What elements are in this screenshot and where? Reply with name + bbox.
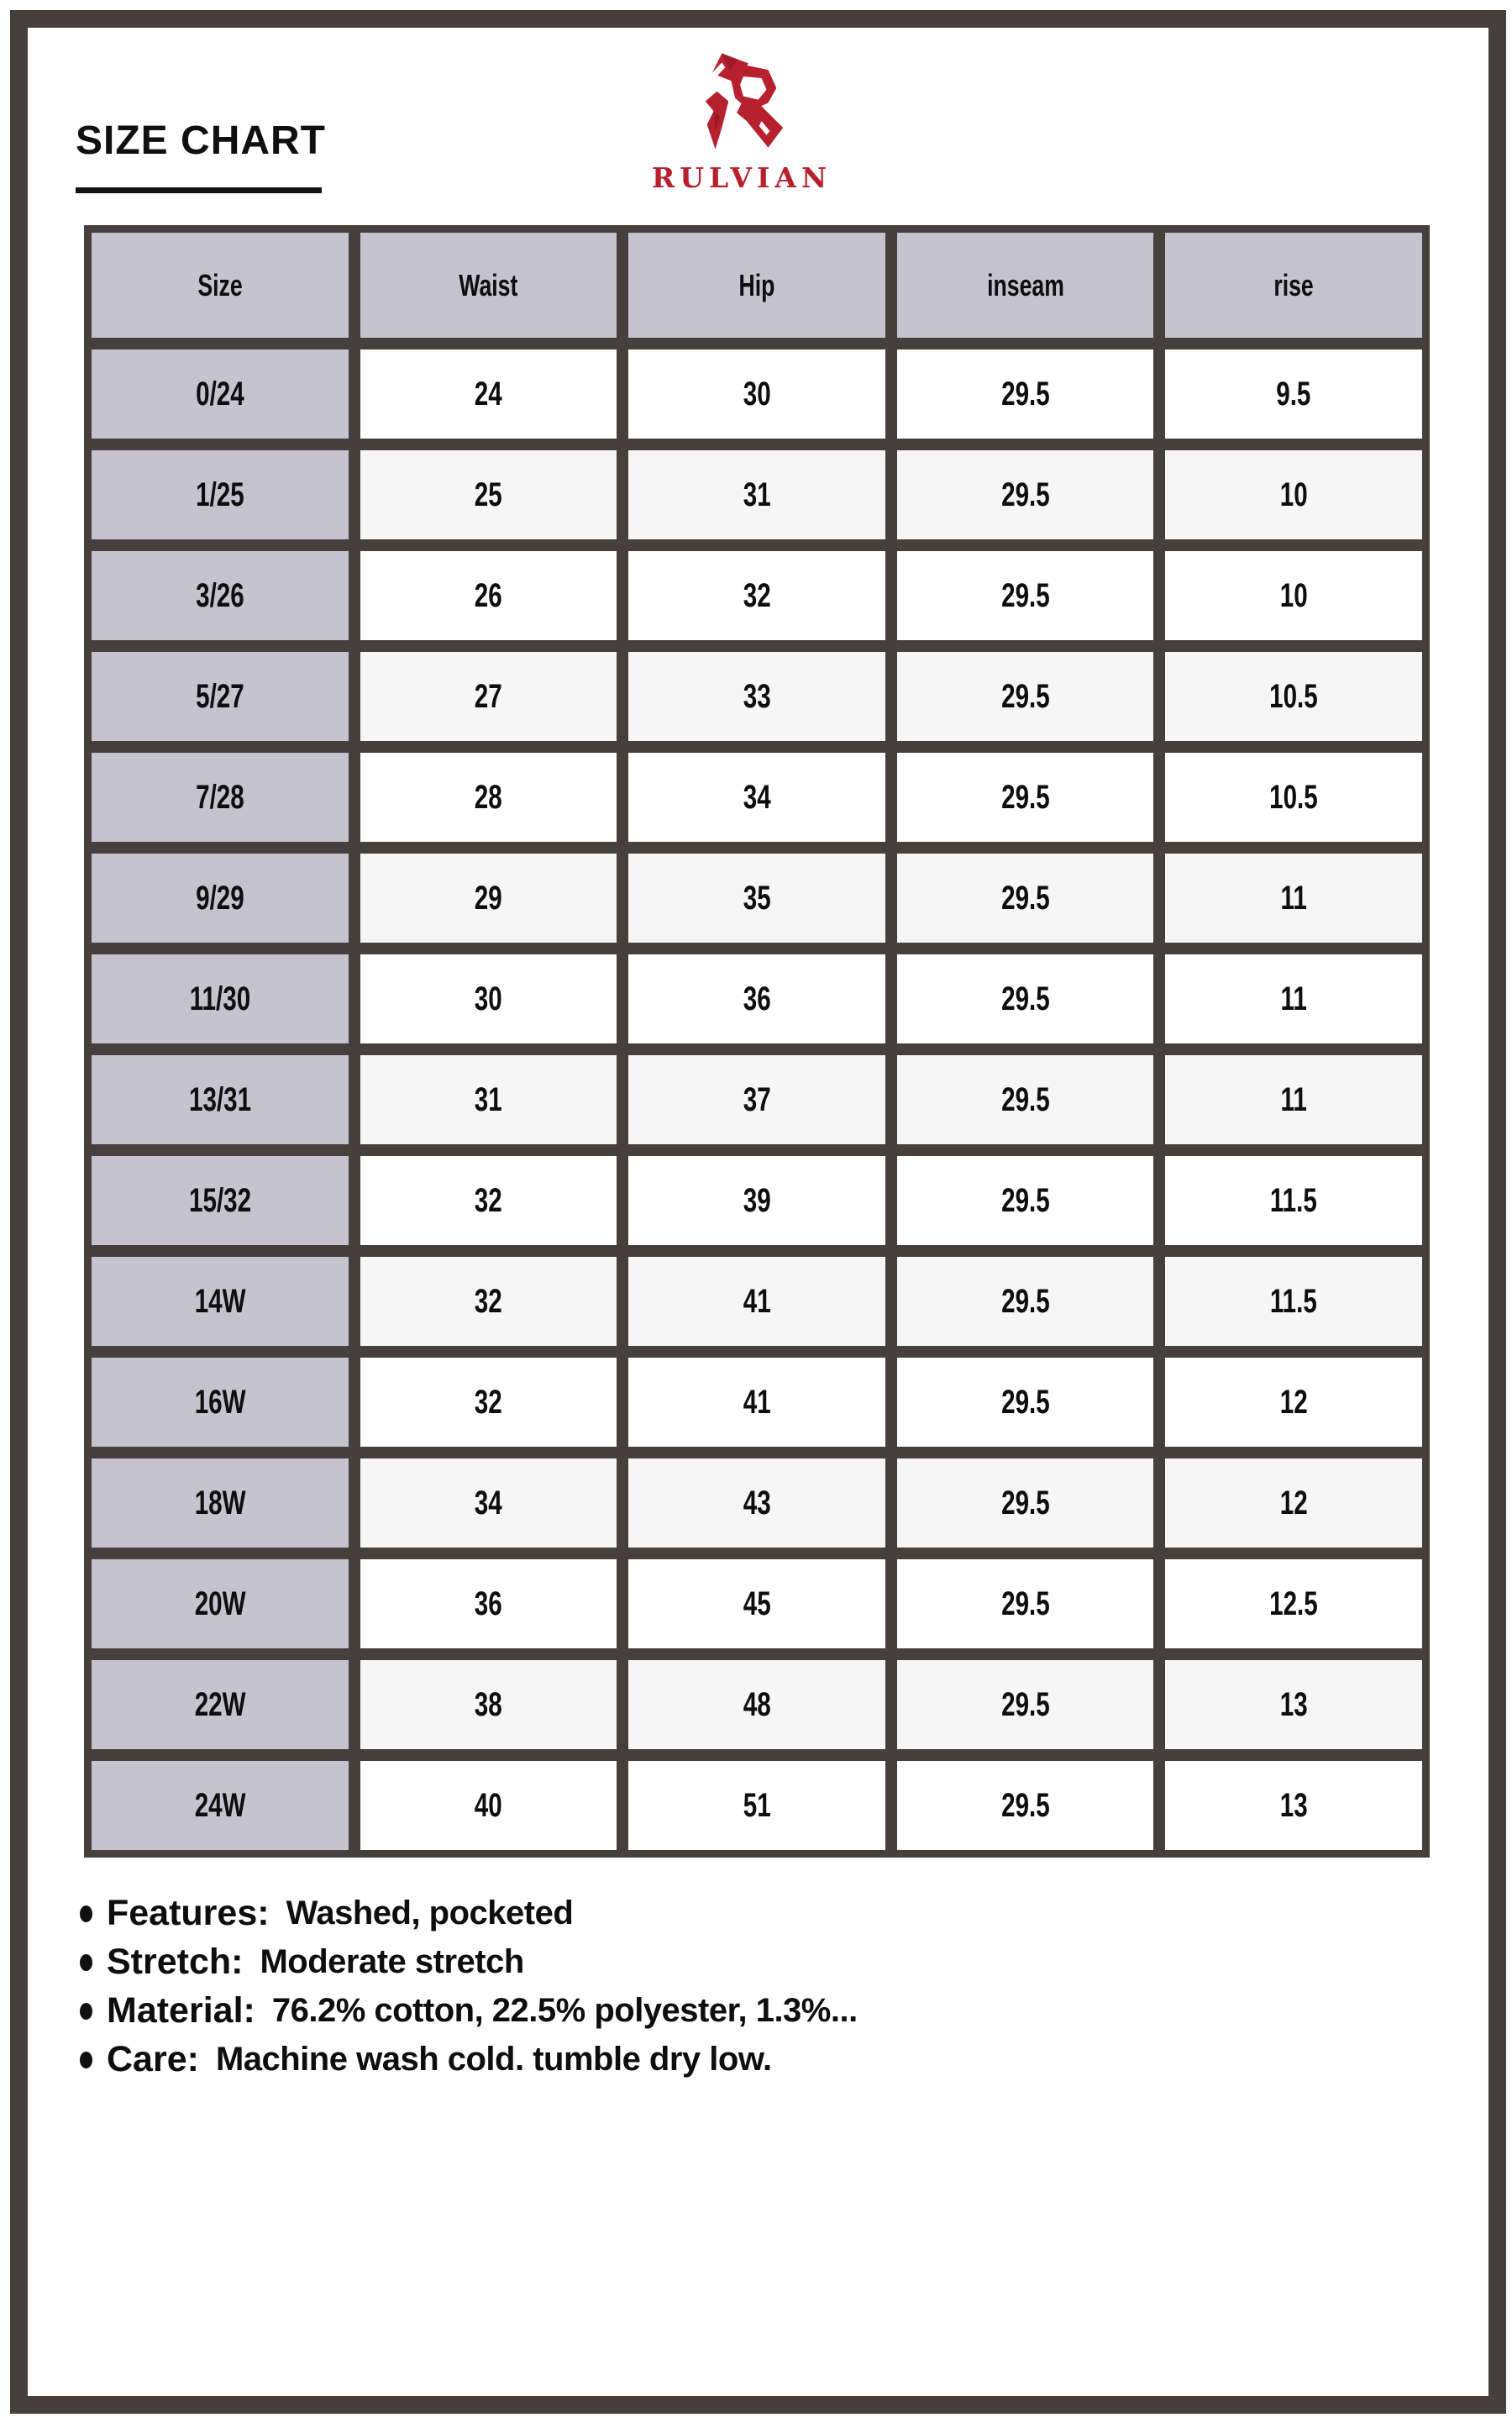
cell-value: 11 bbox=[1280, 879, 1307, 917]
cell-inseam bbox=[897, 652, 1154, 741]
cell-value: 32 bbox=[743, 576, 771, 614]
cell-value: 29.5 bbox=[1000, 1685, 1050, 1723]
cell-hip bbox=[628, 1358, 885, 1447]
cell-value: 34 bbox=[474, 1484, 502, 1521]
cell-inseam bbox=[897, 1055, 1154, 1144]
detail-item-material bbox=[80, 1990, 858, 2031]
cell-value: 11.5 bbox=[1270, 1282, 1318, 1320]
cell-rise bbox=[1165, 1055, 1422, 1144]
detail-item-features bbox=[80, 1895, 858, 1931]
cell-value: 48 bbox=[743, 1685, 771, 1723]
cell-value: 16W bbox=[194, 1383, 246, 1421]
cell-rise bbox=[1165, 854, 1422, 943]
cell-hip bbox=[628, 1055, 885, 1144]
cell-waist bbox=[360, 1458, 617, 1548]
cell-size bbox=[92, 1358, 349, 1447]
cell-value: 29.5 bbox=[1000, 1080, 1050, 1118]
cell-waist bbox=[360, 1660, 617, 1749]
cell-value: 32 bbox=[474, 1181, 502, 1219]
cell-value: 36 bbox=[474, 1585, 502, 1622]
title-block bbox=[76, 118, 326, 193]
cell-value: 41 bbox=[743, 1282, 771, 1320]
cell-value: 0/24 bbox=[195, 375, 244, 413]
column-header-waist bbox=[360, 233, 617, 338]
cell-value: 27 bbox=[474, 677, 502, 715]
cell-hip bbox=[628, 1156, 885, 1245]
cell-value: 10 bbox=[1279, 576, 1308, 614]
cell-value: 3/26 bbox=[195, 576, 244, 614]
bullet-dot-icon bbox=[80, 2003, 92, 2020]
cell-value: 36 bbox=[743, 980, 771, 1017]
cell-waist bbox=[360, 1559, 617, 1648]
cell-waist bbox=[360, 450, 617, 539]
cell-size bbox=[92, 1156, 349, 1245]
cell-value: 13 bbox=[1279, 1685, 1308, 1723]
cell-value: 12.5 bbox=[1269, 1585, 1319, 1622]
brand-logo bbox=[634, 50, 849, 194]
bullet-dot-icon bbox=[80, 1905, 92, 1922]
cell-value: 39 bbox=[743, 1181, 771, 1219]
cell-value: 33 bbox=[743, 677, 771, 715]
cell-inseam bbox=[897, 1660, 1154, 1749]
column-header-label: Hip bbox=[738, 267, 775, 302]
cell-inseam bbox=[897, 753, 1154, 842]
cell-value: 10.5 bbox=[1269, 778, 1319, 816]
title-underline bbox=[76, 187, 322, 193]
cell-hip bbox=[628, 1660, 885, 1749]
cell-value: 31 bbox=[474, 1080, 502, 1118]
cell-value: 30 bbox=[743, 375, 771, 413]
column-header-rise bbox=[1165, 233, 1422, 338]
cell-size bbox=[92, 854, 349, 943]
cell-value: 1/25 bbox=[195, 476, 244, 513]
cell-value: 10 bbox=[1279, 476, 1308, 513]
cell-value: 29.5 bbox=[1000, 778, 1050, 816]
cell-value: 11.5 bbox=[1270, 1181, 1318, 1219]
detail-item-care bbox=[80, 2039, 858, 2079]
detail-value: Moderate stretch bbox=[260, 1943, 524, 1980]
cell-waist bbox=[360, 854, 617, 943]
column-header-label: inseam bbox=[986, 267, 1064, 302]
detail-value: 76.2% cotton, 22.5% polyester, 1.3%... bbox=[271, 1992, 858, 2029]
detail-item-stretch bbox=[80, 1944, 858, 1980]
cell-value: 34 bbox=[743, 778, 771, 816]
cell-size bbox=[92, 349, 349, 439]
cell-hip bbox=[628, 1559, 885, 1648]
cell-value: 9.5 bbox=[1276, 375, 1311, 413]
cell-hip bbox=[628, 1761, 885, 1850]
cell-rise bbox=[1165, 1761, 1422, 1850]
cell-rise bbox=[1165, 1660, 1422, 1749]
cell-size bbox=[92, 1055, 349, 1144]
cell-value: 13/31 bbox=[188, 1080, 251, 1118]
cell-rise bbox=[1165, 450, 1422, 539]
cell-value: 11 bbox=[1280, 980, 1307, 1017]
cell-rise bbox=[1165, 1358, 1422, 1447]
cell-value: 13 bbox=[1279, 1786, 1308, 1824]
cell-value: 40 bbox=[474, 1786, 502, 1824]
cell-inseam bbox=[897, 450, 1154, 539]
cell-hip bbox=[628, 854, 885, 943]
cell-inseam bbox=[897, 349, 1154, 439]
cell-value: 29.5 bbox=[1000, 1484, 1050, 1521]
cell-size bbox=[92, 652, 349, 741]
cell-value: 5/27 bbox=[195, 677, 244, 715]
cell-value: 43 bbox=[743, 1484, 771, 1521]
cell-waist bbox=[360, 551, 617, 640]
cell-size bbox=[92, 551, 349, 640]
cell-size bbox=[92, 1660, 349, 1749]
detail-value: Washed, pocketed bbox=[286, 1895, 574, 1931]
detail-label: Stretch: bbox=[107, 1942, 244, 1982]
cell-size bbox=[92, 1559, 349, 1648]
cell-hip bbox=[628, 1458, 885, 1548]
cell-size bbox=[92, 1458, 349, 1548]
page-title: SIZE CHART bbox=[76, 118, 326, 163]
cell-value: 29.5 bbox=[1000, 1181, 1050, 1219]
cell-value: 32 bbox=[474, 1282, 502, 1320]
cell-value: 29.5 bbox=[1000, 1786, 1050, 1824]
detail-value: Machine wash cold. tumble dry low. bbox=[215, 2041, 772, 2078]
cell-value: 22W bbox=[194, 1685, 246, 1723]
cell-value: 29 bbox=[474, 879, 502, 917]
cell-rise bbox=[1165, 652, 1422, 741]
cell-rise bbox=[1165, 1458, 1422, 1548]
cell-size bbox=[92, 954, 349, 1043]
cell-value: 29.5 bbox=[1000, 677, 1050, 715]
cell-rise bbox=[1165, 349, 1422, 439]
cell-value: 31 bbox=[743, 476, 771, 513]
detail-label: Features: bbox=[107, 1893, 270, 1933]
cell-inseam bbox=[897, 1458, 1154, 1548]
cell-hip bbox=[628, 1257, 885, 1346]
cell-hip bbox=[628, 450, 885, 539]
cell-value: 14W bbox=[194, 1282, 246, 1320]
cell-inseam bbox=[897, 1559, 1154, 1648]
cell-waist bbox=[360, 349, 617, 439]
cell-value: 28 bbox=[474, 778, 502, 816]
column-header-size bbox=[92, 233, 349, 338]
cell-hip bbox=[628, 652, 885, 741]
bullet-dot-icon bbox=[80, 2052, 92, 2068]
column-header-inseam bbox=[897, 233, 1154, 338]
cell-waist bbox=[360, 1257, 617, 1346]
column-header-label: Waist bbox=[459, 267, 518, 302]
cell-hip bbox=[628, 753, 885, 842]
cell-value: 38 bbox=[474, 1685, 502, 1723]
column-header-label: rise bbox=[1273, 267, 1314, 302]
cell-value: 11 bbox=[1280, 1080, 1307, 1118]
cell-inseam bbox=[897, 1761, 1154, 1850]
cell-value: 29.5 bbox=[1000, 1585, 1050, 1622]
cell-inseam bbox=[897, 1257, 1154, 1346]
cell-value: 9/29 bbox=[195, 879, 244, 917]
cell-value: 12 bbox=[1279, 1383, 1308, 1421]
cell-waist bbox=[360, 753, 617, 842]
cell-value: 29.5 bbox=[1000, 1282, 1050, 1320]
cell-value: 29.5 bbox=[1000, 980, 1050, 1017]
cell-size bbox=[92, 450, 349, 539]
cell-value: 45 bbox=[743, 1585, 771, 1622]
cell-rise bbox=[1165, 1257, 1422, 1346]
cell-value: 29.5 bbox=[1000, 375, 1050, 413]
cell-waist bbox=[360, 1358, 617, 1447]
cell-value: 10.5 bbox=[1269, 677, 1319, 715]
size-chart-table bbox=[84, 225, 1430, 1858]
cell-value: 24 bbox=[474, 375, 502, 413]
cell-size bbox=[92, 1761, 349, 1850]
cell-waist bbox=[360, 652, 617, 741]
cell-rise bbox=[1165, 1156, 1422, 1245]
cell-waist bbox=[360, 1761, 617, 1850]
cell-hip bbox=[628, 551, 885, 640]
cell-inseam bbox=[897, 551, 1154, 640]
cell-inseam bbox=[897, 954, 1154, 1043]
cell-rise bbox=[1165, 753, 1422, 842]
column-header-hip bbox=[628, 233, 885, 338]
brand-name: RULVIAN bbox=[651, 161, 832, 194]
cell-value: 18W bbox=[194, 1484, 246, 1521]
cell-size bbox=[92, 1257, 349, 1346]
cell-inseam bbox=[897, 1358, 1154, 1447]
cell-rise bbox=[1165, 551, 1422, 640]
cell-value: 7/28 bbox=[195, 778, 244, 816]
product-details-list bbox=[80, 1895, 858, 2090]
cell-size bbox=[92, 753, 349, 842]
cell-value: 11/30 bbox=[189, 980, 251, 1017]
brand-logo-r-icon bbox=[692, 50, 791, 156]
cell-waist bbox=[360, 1055, 617, 1144]
cell-inseam bbox=[897, 1156, 1154, 1245]
column-header-label: Size bbox=[197, 267, 243, 302]
cell-rise bbox=[1165, 954, 1422, 1043]
bullet-dot-icon bbox=[80, 1954, 92, 1971]
detail-label: Material: bbox=[107, 1990, 255, 2031]
cell-value: 20W bbox=[194, 1585, 246, 1622]
cell-waist bbox=[360, 954, 617, 1043]
cell-value: 37 bbox=[743, 1080, 771, 1118]
cell-value: 25 bbox=[474, 476, 502, 513]
cell-rise bbox=[1165, 1559, 1422, 1648]
cell-value: 15/32 bbox=[188, 1181, 251, 1219]
cell-value: 41 bbox=[743, 1383, 771, 1421]
cell-waist bbox=[360, 1156, 617, 1245]
cell-value: 29.5 bbox=[1000, 576, 1050, 614]
cell-hip bbox=[628, 954, 885, 1043]
cell-value: 29.5 bbox=[1000, 879, 1050, 917]
detail-label: Care: bbox=[107, 2039, 199, 2079]
cell-hip bbox=[628, 349, 885, 439]
cell-value: 29.5 bbox=[1000, 476, 1050, 513]
cell-value: 12 bbox=[1279, 1484, 1308, 1521]
cell-value: 32 bbox=[474, 1383, 502, 1421]
cell-value: 26 bbox=[474, 576, 502, 614]
cell-value: 30 bbox=[474, 980, 502, 1017]
cell-value: 35 bbox=[743, 879, 771, 917]
cell-inseam bbox=[897, 854, 1154, 943]
cell-value: 24W bbox=[194, 1786, 246, 1824]
cell-value: 29.5 bbox=[1000, 1383, 1050, 1421]
cell-value: 51 bbox=[743, 1786, 771, 1824]
